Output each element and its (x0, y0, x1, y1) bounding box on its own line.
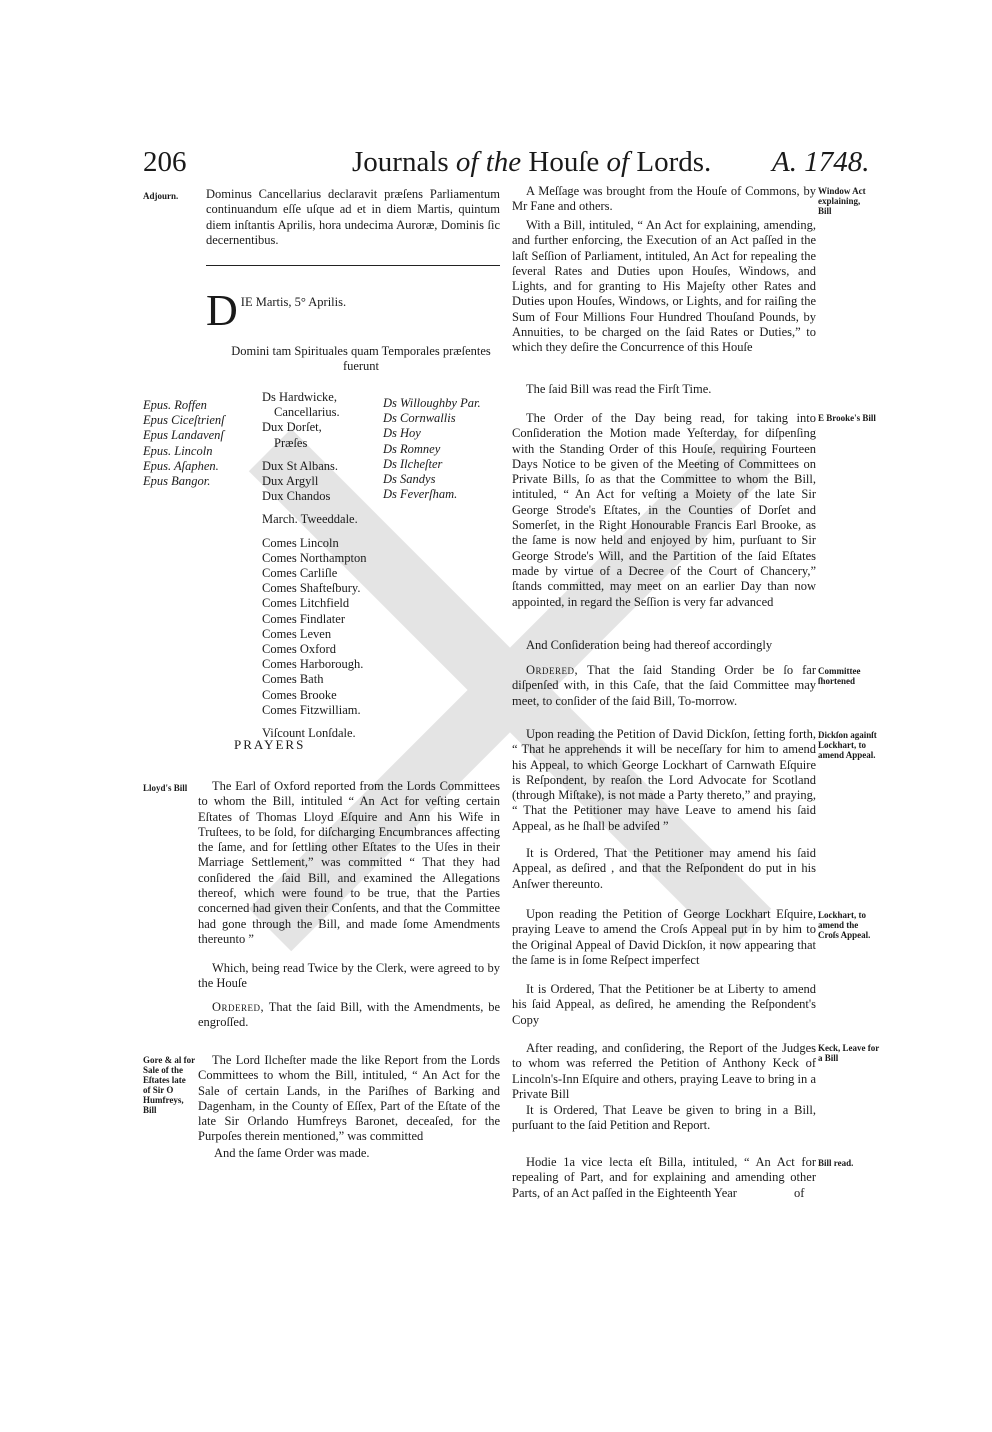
bishop-name: Epus. Roffen (143, 398, 207, 412)
lord-name: Comes Lincoln (262, 535, 339, 550)
lord-name: Comes Findlater (262, 611, 345, 626)
ordered-label: Ordered, (212, 1000, 265, 1014)
consideration-paragraph: And Conſideration being had thereof accordingly (526, 638, 773, 652)
domini-line: Domini tam Spirituales quam Temporales præſentes fuerunt (231, 344, 491, 374)
lord-name: Comes Oxford (262, 642, 336, 657)
lockhart-paragraph: Upon reading the Petition of George Lockhart Eſquire, praying Leave to amend the Croſs Appeal put in by him to the Original Appeal of David Dickſon, it now appearing that the ſame is in ſome Reſpect imperfect (512, 907, 816, 967)
message-paragraph: A Meſſage was brought from the Houſe of Commons, by Mr Fane and others. (512, 184, 816, 214)
margin-note-gore: Gore & al for Sale of the Eſtates late of Sir O Humfreys, Bill (143, 1055, 195, 1115)
same-order: And the ſame Order was made. (214, 1146, 370, 1160)
keck-paragraph: After reading, and conſidering, the Report of the Judges to whom was referred the Petition of Anthony Keck of Lincoln's-Inn Eſquire and others, praying Leave to bring in a Private Bill (512, 1041, 816, 1101)
bishops-list (143, 398, 253, 489)
lord-name: Ds Hoy (383, 426, 421, 441)
bishop-name: Epus Landavenſ (143, 428, 224, 443)
margin-note-window: Window Act explaining, Bill (818, 186, 866, 216)
bishop-name: Epus Ciceſtrienſ (143, 413, 225, 428)
title-word: Lords. (636, 146, 712, 178)
firsttime-paragraph: The ſaid Bill was read the Firſt Time. (526, 382, 712, 396)
ordered-committee (512, 663, 816, 709)
title-word: of (455, 146, 486, 178)
margin-note-keck: Keck, Leave for a Bill (818, 1043, 880, 1063)
lords-list-col3 (383, 396, 501, 502)
lord-name: Comes Leven (262, 626, 332, 641)
ordered-lockhart: It is Ordered, That the Petitioner be at Liberty to amend his ſaid Appeal, as deſired, he amending the Reſpondent's Copy (512, 982, 816, 1027)
lord-name: Comes Fitzwilliam. (262, 702, 361, 717)
margin-note-lockhart: Lockhart, to amend the Croſs Appeal. (818, 910, 871, 940)
ordered-keck: It is Ordered, That Leave be given to bring in a Bill, purſuant to the ſaid Petition and Report. (512, 1103, 816, 1133)
bishop-name: Epus Bangor. (143, 474, 211, 489)
margin-note-billread: Bill read. (818, 1158, 854, 1168)
section-rule (206, 265, 500, 266)
ordered-label: Ordered, (526, 663, 579, 677)
lord-name: Ds Feverſham. (383, 487, 458, 502)
title-word: the (485, 146, 529, 178)
lord-name: Comes Carliſle (262, 566, 338, 581)
adjourn-paragraph: Dominus Cancellarius declaravit præſens Parliamentum continuandum eſſe uſque ad et in diem Martis, quintum diem inſtantis Aprilis, hora undecima Auroræ, Dominis ſic decernentibus. (206, 187, 500, 247)
lord-name: Comes Bath (262, 672, 324, 687)
lord-name: Comes Northampton (262, 550, 367, 565)
die-heading (206, 286, 500, 335)
title-word: Houſe (528, 146, 607, 178)
drop-cap: D (206, 286, 238, 335)
margin-note-brooke: E Brooke's Bill (818, 413, 876, 423)
hodie-paragraph: Hodie 1a vice lecta eſt Billa, intituled, “ An Act for repealing of Part, and for explaining and amending other Parts, of an Act paſſed in the Eighteenth Year (512, 1155, 816, 1200)
lord-name: Cancellarius. (274, 405, 340, 420)
ordered-dickson: It is Ordered, That the Petitioner may amend his ſaid Appeal, as deſired , and that the Reſpondent do put in his Anſwer thereunto. (512, 846, 816, 891)
catchword: of (794, 1186, 805, 1200)
lord-name: Ds Ilcheſter (383, 456, 443, 471)
title-word: of (606, 146, 637, 178)
margin-note-lloyd: Lloyd's Bill (143, 783, 188, 793)
withbill-paragraph: With a Bill, intituled, “ An Act for explaining, amending, and further enforcing, the Execution of an Act paſſed in the laſt Seſſion of Parliament, intituled, An Act for repealing the ſeveral Rates and Duties upon Houſes, Windows, and Lights, and for granting to His Majeſty other Rates and Duties upon Houſes, Windows, or Lights, and for raiſing the Sum of Four Millions Four Hundred Thouſand Pounds, by Annuities, to be charged on the ſaid Rates or Duties,” to which they deſire the Concurrence of this Houſe (512, 218, 816, 355)
journal-title (352, 146, 711, 179)
lord-name: Dux Chandos (262, 489, 331, 504)
prayers-heading: PRAYERS (234, 737, 306, 752)
lord-name: Ds Romney (383, 441, 441, 456)
lord-name: Dux Argyll (262, 474, 319, 489)
lord-name: Præſes (274, 435, 308, 450)
die-date: IE Martis, 5° Aprilis. (240, 295, 347, 309)
ordered-engrossed (198, 1000, 500, 1031)
lord-name: Viſcount Lonſdale. (262, 726, 356, 741)
lord-name: Dux St Albans. (262, 458, 339, 473)
lords-list-col2 (262, 390, 380, 741)
dickson-paragraph: Upon reading the Petition of David Dickſon, ſetting forth, “ That he apprehends it will be neceſſary for him to amend his Appeal, to which George Lockhart of Carnwath Eſquire is Reſpondent, by reaſon the Lord Advocate for Scotland (through Miſtake), is not made a Party thereto,” and praying, “ That the Petitioner may have Leave to amend his ſaid Appeal, as he ſhall be adviſed ” (512, 727, 816, 833)
lord-name: Ds Willoughby Par. (383, 396, 481, 410)
lloyd-paragraph: The Earl of Oxford reported from the Lords Committees to whom the Bill, intituled “ An Act for veſting certain Eſtates of Thomas Lloyd Eſquire and Ann his Wife in Truſtees, to be ſold, for diſcharging Encumbrances affecting the ſame, and for ſettling other Eſtates to the Uſes in their Marriage Settlement,” was committed “ That they had conſidered the ſaid Bill, and examined the Allegations thereof, which were found to be true, that the Parties concerned had given their Conſents, and that the Committee had gone through the Bill, and made ſome Amendments thereunto ” (198, 779, 500, 946)
bishop-name: Epus. Lincoln (143, 443, 213, 458)
margin-note-dickson: Dickſon againſt Lockhart, to amend Appeal. (818, 730, 877, 760)
lord-name: Ds Sandys (383, 472, 436, 487)
lord-name: March. Tweeddale. (262, 512, 358, 527)
order-day-paragraph: The Order of the Day being read, for taking into Conſideration the Motion made Yeſterday, for diſpenſing with the Standing Order of this Houſe, requiring Fourteen Days Notice to be given of the Meeting of Committees on Private Bills, ſo as that the Committee to whom the Bill, intituled, “ An Act for veſting a Moiety of the late Sir George Strode's Eſtates, in the Counties of Dorſet and Somerſet, in the Right Honourable Francis Earl Brooke, as the ſame is now held and enjoyed by him, purſuant to Sir George Strode's Will, and the Partition of the ſaid Eſtates made by virtue of a Decree of the Court of Chancery,” ſtands committed, may meet on an earlier Day than now appointed, in regard the Seſſion is very far advanced (512, 411, 816, 609)
lord-name: Ds Hardwicke, (262, 390, 337, 404)
title-word: Journals (352, 146, 456, 178)
lord-name: Comes Litchfield (262, 596, 350, 611)
page-number: 206 (143, 146, 187, 178)
gore-paragraph: The Lord Ilcheſter made the like Report from the Lords Committees to whom the Bill, intituled, “ An Act for the Sale of certain Lands, in the Pariſhes of Barking and Dagenham, in the County of Eſſex, Part of the Eſtate of the late Sir Orlando Humfreys Baronet, deceaſed, for the Purpoſes therein mentioned,” was committed (198, 1053, 500, 1144)
margin-note-committee: Committee ſhortened (818, 666, 861, 686)
year: A. 1748. (772, 146, 870, 178)
lord-name: Ds Cornwallis (383, 411, 456, 426)
lord-name: Comes Harborough. (262, 657, 364, 672)
ordered-body: That the ſaid Standing Order be ſo far diſpenſed with, in this Caſe, that the ſaid Committee may meet, to conſider of the ſaid Bill, To-morrow. (512, 663, 816, 708)
which-paragraph: Which, being read Twice by the Clerk, were agreed to by the Houſe (198, 961, 500, 991)
lord-name: Dux Dorſet, (262, 420, 322, 435)
ordered-body: That the ſaid Bill, with the Amendments, be engroſſed. (198, 1000, 500, 1030)
bishop-name: Epus. Aſaphen. (143, 458, 219, 473)
margin-note-adjourn: Adjourn. (143, 191, 179, 201)
lord-name: Comes Shafteſbury. (262, 581, 361, 596)
lord-name: Comes Brooke (262, 687, 337, 702)
